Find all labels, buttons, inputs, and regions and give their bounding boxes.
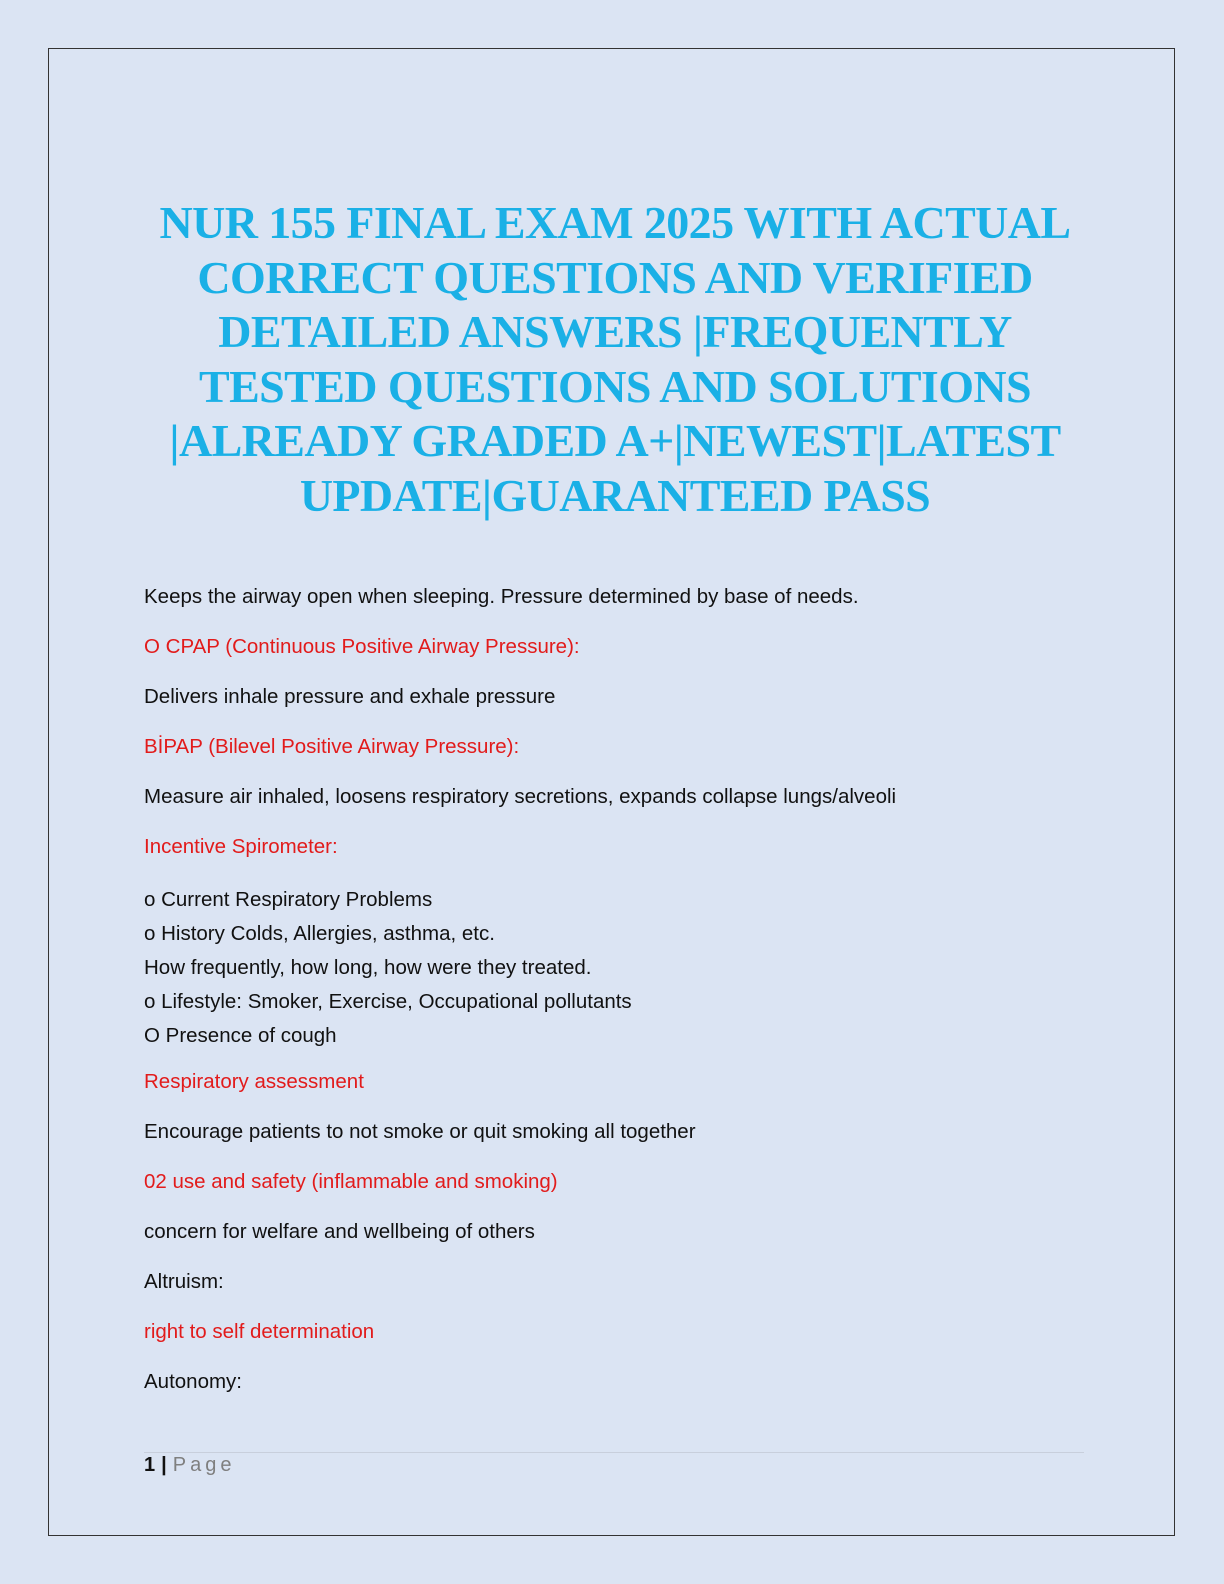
title-line-2: CORRECT QUESTIONS AND VERIFIED bbox=[197, 251, 1033, 303]
definition-paragraph: concern for welfare and wellbeing of others bbox=[144, 1220, 535, 1243]
definition-paragraph: Encourage patients to not smoke or quit smoking all together bbox=[144, 1120, 696, 1143]
definition-paragraph: Measure air inhaled, loosens respiratory secretions, expands collapse lungs/alveoli bbox=[144, 785, 897, 808]
definition-paragraph: Autonomy: bbox=[144, 1370, 242, 1393]
list-item: o History Colds, Allergies, asthma, etc. bbox=[144, 922, 495, 945]
term-paragraph: BİPAP (Bilevel Positive Airway Pressure): bbox=[144, 735, 520, 758]
term-paragraph: Incentive Spirometer: bbox=[144, 835, 338, 858]
page-number: 1 bbox=[144, 1454, 156, 1476]
list-item: How frequently, how long, how were they treated. bbox=[144, 956, 592, 979]
page-footer bbox=[144, 1454, 235, 1477]
term-paragraph: 02 use and safety (inflammable and smoking) bbox=[144, 1170, 558, 1193]
term-paragraph: right to self determination bbox=[144, 1320, 375, 1343]
definition-paragraph: Keeps the airway open when sleeping. Pressure determined by base of needs. bbox=[144, 585, 859, 608]
definition-paragraph: Altruism: bbox=[144, 1270, 224, 1293]
title-line-4: TESTED QUESTIONS AND SOLUTIONS bbox=[198, 360, 1031, 412]
term-paragraph: Respiratory assessment bbox=[144, 1070, 364, 1093]
page-label: Page bbox=[172, 1454, 236, 1476]
term-paragraph: O CPAP (Continuous Positive Airway Pressure): bbox=[144, 635, 580, 658]
title-line-1: NUR 155 FINAL EXAM 2025 WITH ACTUAL bbox=[159, 197, 1071, 248]
footer-divider bbox=[144, 1452, 1084, 1453]
title-line-5: |ALREADY GRADED A+|NEWEST|LATEST bbox=[169, 415, 1061, 466]
list-item: o Current Respiratory Problems bbox=[144, 888, 433, 911]
list-item: O Presence of cough bbox=[144, 1024, 337, 1047]
footer-separator: | bbox=[161, 1454, 167, 1476]
title-line-3: DETAILED ANSWERS |FREQUENTLY bbox=[218, 306, 1012, 357]
document-body bbox=[144, 583, 1084, 1418]
title-line-6: UPDATE|GUARANTEED PASS bbox=[299, 469, 931, 521]
list-item: o Lifestyle: Smoker, Exercise, Occupational pollutants bbox=[144, 990, 632, 1013]
definition-paragraph: Delivers inhale pressure and exhale pressure bbox=[144, 685, 556, 708]
document-title bbox=[130, 196, 1100, 523]
